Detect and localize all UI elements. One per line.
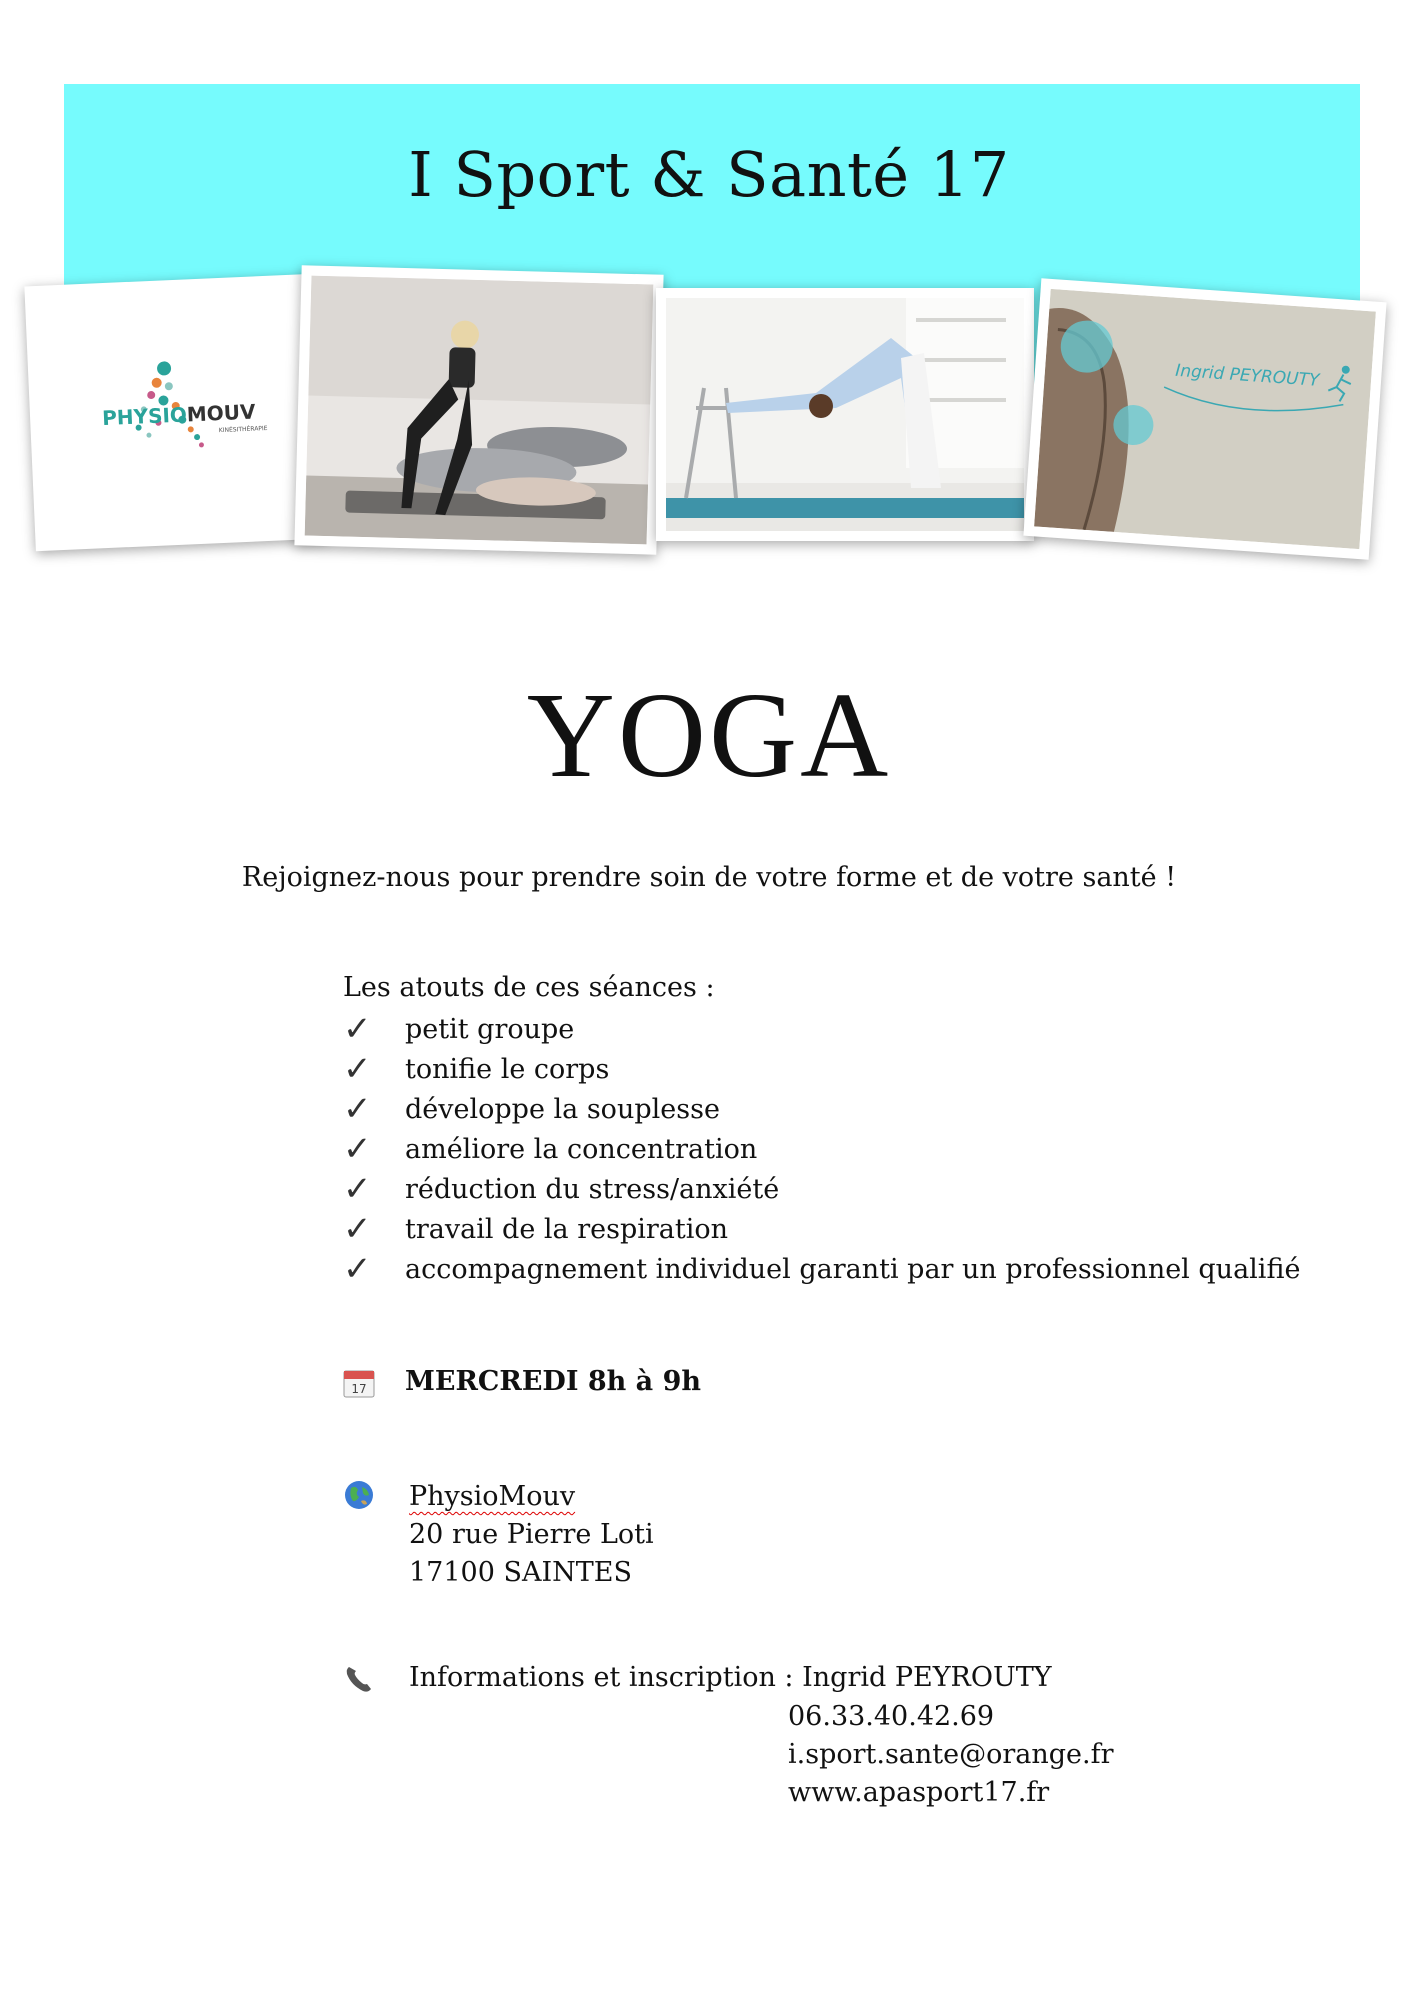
logo-subtext: KINÉSITHÉRAPIE <box>218 424 268 435</box>
list-item: ✓ tonifie le corps <box>343 1049 610 1089</box>
card-name-text: Ingrid PEYROUTY <box>1174 360 1320 391</box>
yoga-class-photo <box>294 265 663 554</box>
list-item: ✓ accompagnement individuel garanti par un professionnel qualifié <box>343 1249 1301 1289</box>
list-item: ✓ améliore la concentration <box>343 1129 758 1169</box>
benefits-heading: Les atouts de ces séances : <box>343 972 715 1003</box>
contact-email[interactable]: i.sport.sante@orange.fr <box>788 1739 1114 1770</box>
location-city: 17100 SAINTES <box>409 1557 632 1588</box>
address-block <box>409 1478 654 1592</box>
checkmark-icon: ✓ <box>343 1209 372 1249</box>
benefits-section <box>343 972 1300 1289</box>
list-item: ✓ petit groupe <box>343 1009 575 1049</box>
contact-website[interactable]: www.apasport17.fr <box>788 1777 1050 1808</box>
physiomouv-logo-photo <box>24 274 325 551</box>
contact-row <box>343 1662 1114 1808</box>
checkmark-icon: ✓ <box>343 1009 372 1049</box>
main-title: YOGA <box>526 668 892 803</box>
phone-icon <box>343 1663 375 1695</box>
contact-phone: 06.33.40.42.69 <box>788 1701 995 1732</box>
location-name: PhysioMouv <box>409 1481 576 1512</box>
checkmark-icon: ✓ <box>343 1049 372 1089</box>
schedule-row <box>343 1366 701 1398</box>
checkmark-icon: ✓ <box>343 1249 372 1289</box>
checkmark-icon: ✓ <box>343 1089 372 1129</box>
contact-details <box>788 1698 1114 1812</box>
list-item: ✓ travail de la respiration <box>343 1209 729 1249</box>
list-item: ✓ réduction du stress/anxiété <box>343 1169 780 1209</box>
benefits-list <box>343 1009 1300 1289</box>
contact-label: Informations et inscription : Ingrid PEYROUTY <box>409 1662 1052 1693</box>
location-row <box>343 1478 654 1588</box>
calendar-icon <box>343 1368 375 1398</box>
globe-icon <box>343 1479 375 1511</box>
business-card-image <box>1034 289 1376 549</box>
svg-text:17: 17 <box>351 1381 367 1396</box>
checkmark-icon: ✓ <box>343 1129 372 1169</box>
business-card-photo <box>1023 278 1386 560</box>
yoga-pose-photo <box>656 288 1034 541</box>
schedule-text: MERCREDI 8h à 9h <box>405 1366 701 1397</box>
yoga-class-image <box>305 276 654 545</box>
page-header-title: I Sport & Santé 17 <box>408 138 1010 211</box>
location-street: 20 rue Pierre Loti <box>409 1519 654 1550</box>
yoga-pose-image <box>666 298 1024 531</box>
tagline: Rejoignez-nous pour prendre soin de votre forme et de votre santé ! <box>241 862 1177 893</box>
physiomouv-logo-graphic <box>35 284 315 541</box>
checkmark-icon: ✓ <box>343 1169 372 1209</box>
logo-text: PHYSIOMOUV <box>101 399 256 431</box>
list-item: ✓ développe la souplesse <box>343 1089 720 1129</box>
